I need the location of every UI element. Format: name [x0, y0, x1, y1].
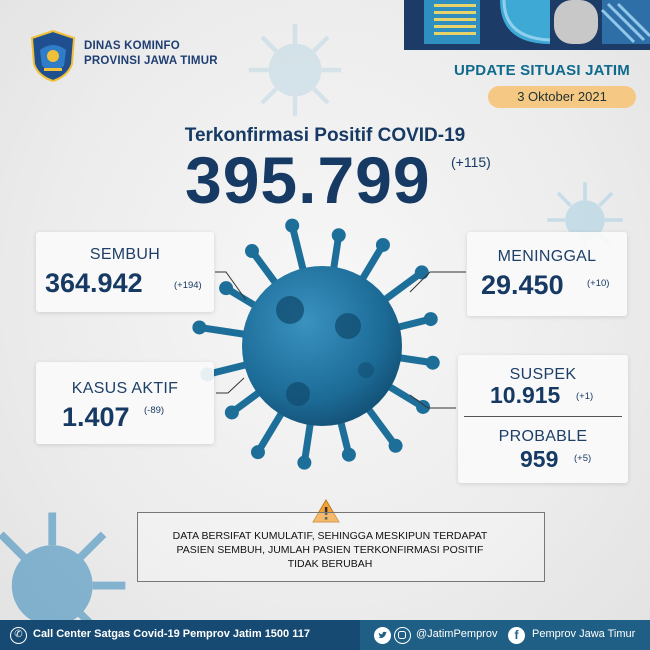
org-name-line1: DINAS KOMINFO	[84, 40, 180, 52]
update-title: UPDATE SITUASI JATIM	[454, 62, 630, 79]
deaths-label: MENINGGAL	[497, 248, 597, 265]
probable-value: 959	[520, 446, 559, 472]
suspect-label: SUSPEK	[509, 366, 577, 383]
notice-line1: DATA BERSIFAT KUMULATIF, SEHINGGA MESKIPUN TERDAPAT	[172, 530, 488, 542]
suspect-delta: (+1)	[576, 391, 594, 402]
background-virus-icon	[0, 500, 140, 640]
recovered-delta: (+194)	[174, 280, 202, 291]
suspect-probable-card	[458, 355, 628, 483]
instagram-icon[interactable]	[394, 627, 411, 644]
recovered-card	[36, 232, 214, 312]
social-handle[interactable]: @JatimPemprov	[416, 628, 498, 640]
active-card	[36, 362, 214, 444]
deaths-value: 29.450	[481, 270, 564, 300]
twitter-icon[interactable]	[374, 627, 391, 644]
footer	[0, 620, 650, 650]
notice-text	[150, 529, 510, 571]
emblem-icon	[30, 30, 76, 82]
confirmed-title: Terkonfirmasi Positif COVID-19	[184, 125, 466, 146]
facebook-page[interactable]: Pemprov Jawa Timur	[532, 628, 636, 640]
active-value: 1.407	[62, 402, 130, 432]
suspect-value: 10.915	[490, 382, 561, 408]
notice-box	[137, 512, 545, 582]
active-delta: (-89)	[144, 405, 165, 416]
facebook-icon[interactable]: f	[508, 627, 525, 644]
confirmed-value: 395.799	[185, 143, 431, 217]
phone-icon: ✆	[10, 627, 27, 644]
probable-delta: (+5)	[574, 453, 592, 464]
confirmed-delta: (+115)	[451, 154, 491, 170]
recovered-value: 364.942	[45, 268, 143, 298]
deaths-delta: (+10)	[587, 278, 610, 289]
org-name-line2: PROVINSI JAWA TIMUR	[84, 55, 218, 67]
date-badge: 3 Oktober 2021	[488, 86, 636, 108]
virus-icon	[190, 218, 460, 488]
recovered-label: SEMBUH	[89, 246, 161, 263]
background-virus-icon	[240, 15, 350, 125]
header-decoration	[404, 0, 650, 50]
notice-line2: PASIEN SEMBUH, JUMLAH PASIEN TERKONFIRMASI POSITIF	[176, 544, 484, 556]
call-center-text: Call Center Satgas Covid-19 Pemprov Jatim 1500 117	[33, 628, 310, 640]
active-label: KASUS AKTIF	[71, 380, 179, 397]
notice-line3: TIDAK BERUBAH	[287, 558, 373, 570]
probable-label: PROBABLE	[498, 428, 588, 445]
card-divider	[464, 416, 622, 417]
deaths-card	[467, 232, 627, 316]
